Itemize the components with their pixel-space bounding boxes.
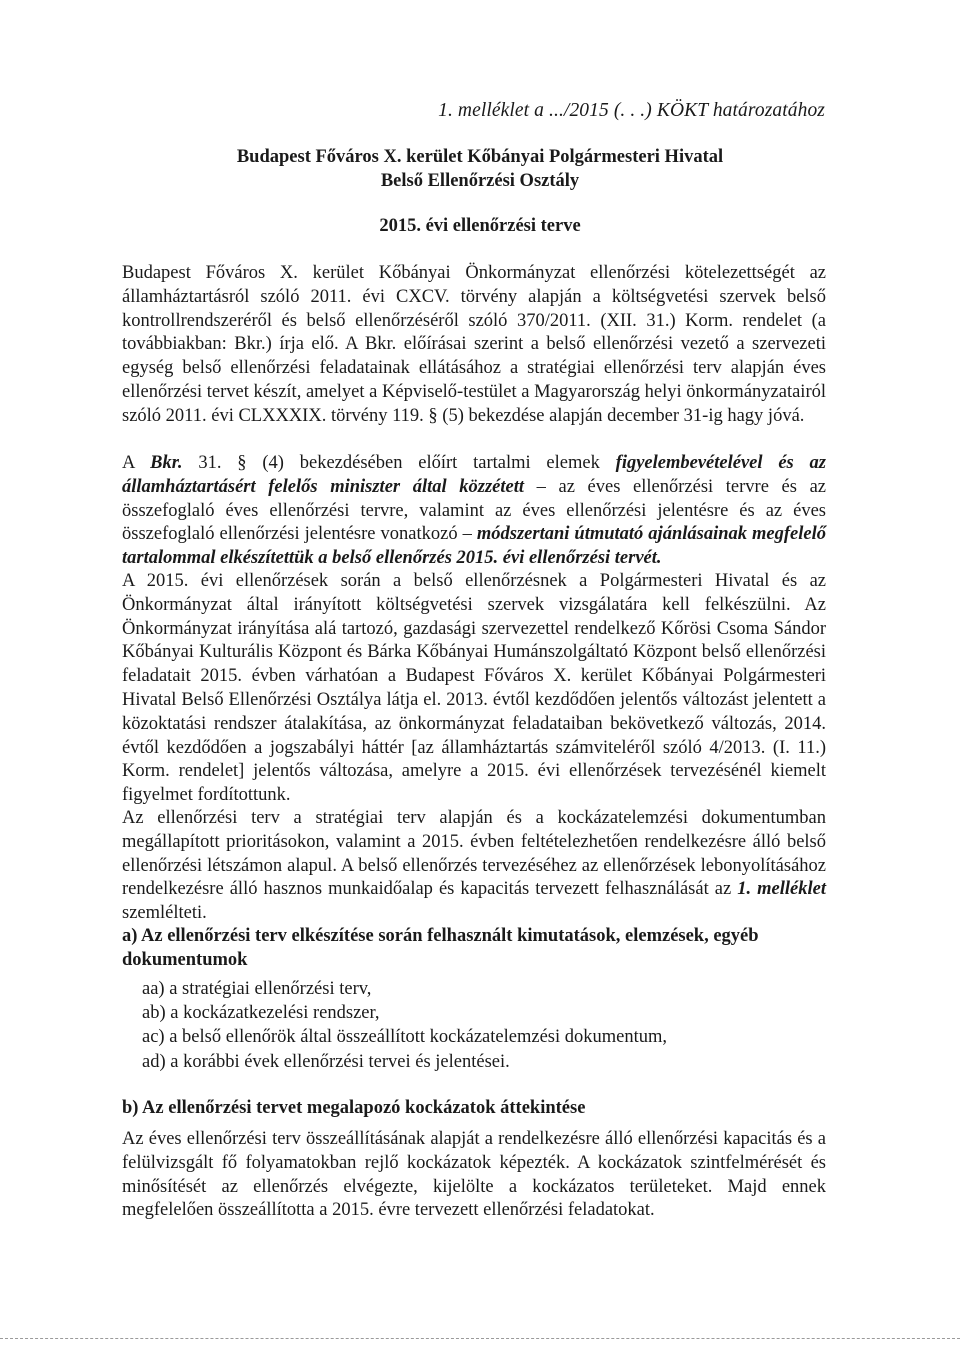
text-run: – az éves ellenőrzési tervre és az összefoglaló éves ellenőrzési tervre, valamint az éves ellenőrzési jelentésre és az éves összefoglaló ellenőrzési jelentésre vonatkozó – [122,476,826,545]
list-item: ac) a belső ellenőrök által összeállított kockázatelemzési dokumentum, [142,1027,668,1048]
page-bottom-divider [0,1338,960,1339]
capacity-paragraph [122,807,826,926]
section-a-heading: a) Az ellenőrzési terv elkészítése során felhasznált kimutatások, elemzések, egyéb dokumentumok [122,926,759,970]
list-item: ad) a korábbi évek ellenőrzési tervei és jelentései. [142,1051,510,1072]
annex-link-text: 1. melléklet [737,879,826,900]
text-run: A [122,453,151,473]
intro-paragraph: Budapest Főváros X. kerület Kőbányai Önkormányzat ellenőrzési kötelezettségét az államháztartásról szóló 2011. évi CXCV. törvény alapján a költségvetési szervek belső kontrollrendszeréről és belső ellenőrzéséről szóló 370/2011. (XII. 31.) Korm. rendelet (a továbbiakban: Bkr.) írja elő. A Bkr. előírásai szerint a belső ellenőrzési vezető a szervezeti egység belső ellenőrzési feladatainak ellátásához a stratégiai ellenőrzési terv alapján éves ellenőrzési tervet készít, amelyet a Képviselő-testület a Magyarország helyi önkormányzatairól szóló 2011. évi CLXXXIX. törvény 119. § (5) bekezdése alapján december 31-ig hagy jóvá. [122,263,826,426]
list-item: ab) a kockázatkezelési rendszer, [142,1003,380,1024]
text-run: szemlélteti. [122,903,207,924]
text-run-emphasis: figyelembevételével és az államháztartásért felelős miniszter által közzétett [122,453,826,497]
organization-name: Budapest Főváros X. kerület Kőbányai Polgármesteri Hivatal [236,147,724,167]
annex-reference: 1. melléklet a .../2015 (. . .) KÖKT határozatához [438,100,825,121]
text-run: 31. § (4) bekezdésében előírt tartalmi elemek [182,453,616,473]
documents-list [142,977,667,1074]
document-title: 2015. évi ellenőrzési terve [379,216,581,236]
department-name: Belső Ellenőrzési Osztály [380,171,580,191]
risk-paragraph: Az éves ellenőrzési terv összeállításának alapját a rendelkezésre álló ellenőrzési kapacitás és a felülvizsgált fő folyamatokban rejlő kockázatok képezték. A kockázatok szintfelmérését és minősítését az ellenőrzés elvégezte, kijelölte a kockázatos területeket. Majd ennek megfelelően összeállította a 2015. évre tervezett ellenőrzési feladatokat. [122,1129,826,1221]
text-run-emphasis: módszertani útmutató ajánlásainak megfelelő tartalommal elkészítettük a belső ellenőrzés 2015. évi ellenőrzési tervét. [122,524,826,569]
section-b-heading: b) Az ellenőrzési tervet megalapozó kockázatok áttekintése [122,1098,586,1118]
methodology-paragraph [122,452,826,571]
text-run: Az ellenőrzési terv a stratégiai terv alapján és a kockázatelemzési dokumentumban megállapított prioritásokon, valamint a 2015. évben feltételezhetően rendelkezésre álló belső ellenőrzési létszámon alapul. A belső ellenőrzés tervezéséhez az ellenőrzések lebonyolításához rendelkezésre álló hasznos munkaidőalap és kapacitás tervezett felhasználását az [122,808,826,900]
text-run-emphasis: Bkr. [150,453,183,473]
list-item: aa) a stratégiai ellenőrzési terv, [142,979,372,999]
scope-paragraph: A 2015. évi ellenőrzések során a belső ellenőrzésnek a Polgármesteri Hivatal és az Önkormányzat által irányított költségvetési szervek vizsgálatára kell felkészülni. Az Önkormányzat irányítása alá tartozó, gazdasági szervezettel rendelkező Kőrösi Csoma Sándor Kőbányai Kulturális Központ és Bárka Kőbányai Humánszolgáltató Központ belső ellenőrzési feladatait 2015. évben várhatóan a Budapest Főváros X. kerület Kőbányai Polgármesteri Hivatal Belső Ellenőrzési Osztálya látja el. 2013. évtől kezdődően jelentős változást jelentett a közoktatási rendszer átalakítása, az önkormányzat feladataiban bekövetkező változás, 2014. évtől kezdődően a jogszabályi háttér [az államháztartás számviteléről szóló 4/2013. (I. 11.) Korm. rendelet] jelentős változása, amelyre a 2015. évi ellenőrzések tervezésénél kiemelt figyelmet fordítottunk. [122,571,826,806]
